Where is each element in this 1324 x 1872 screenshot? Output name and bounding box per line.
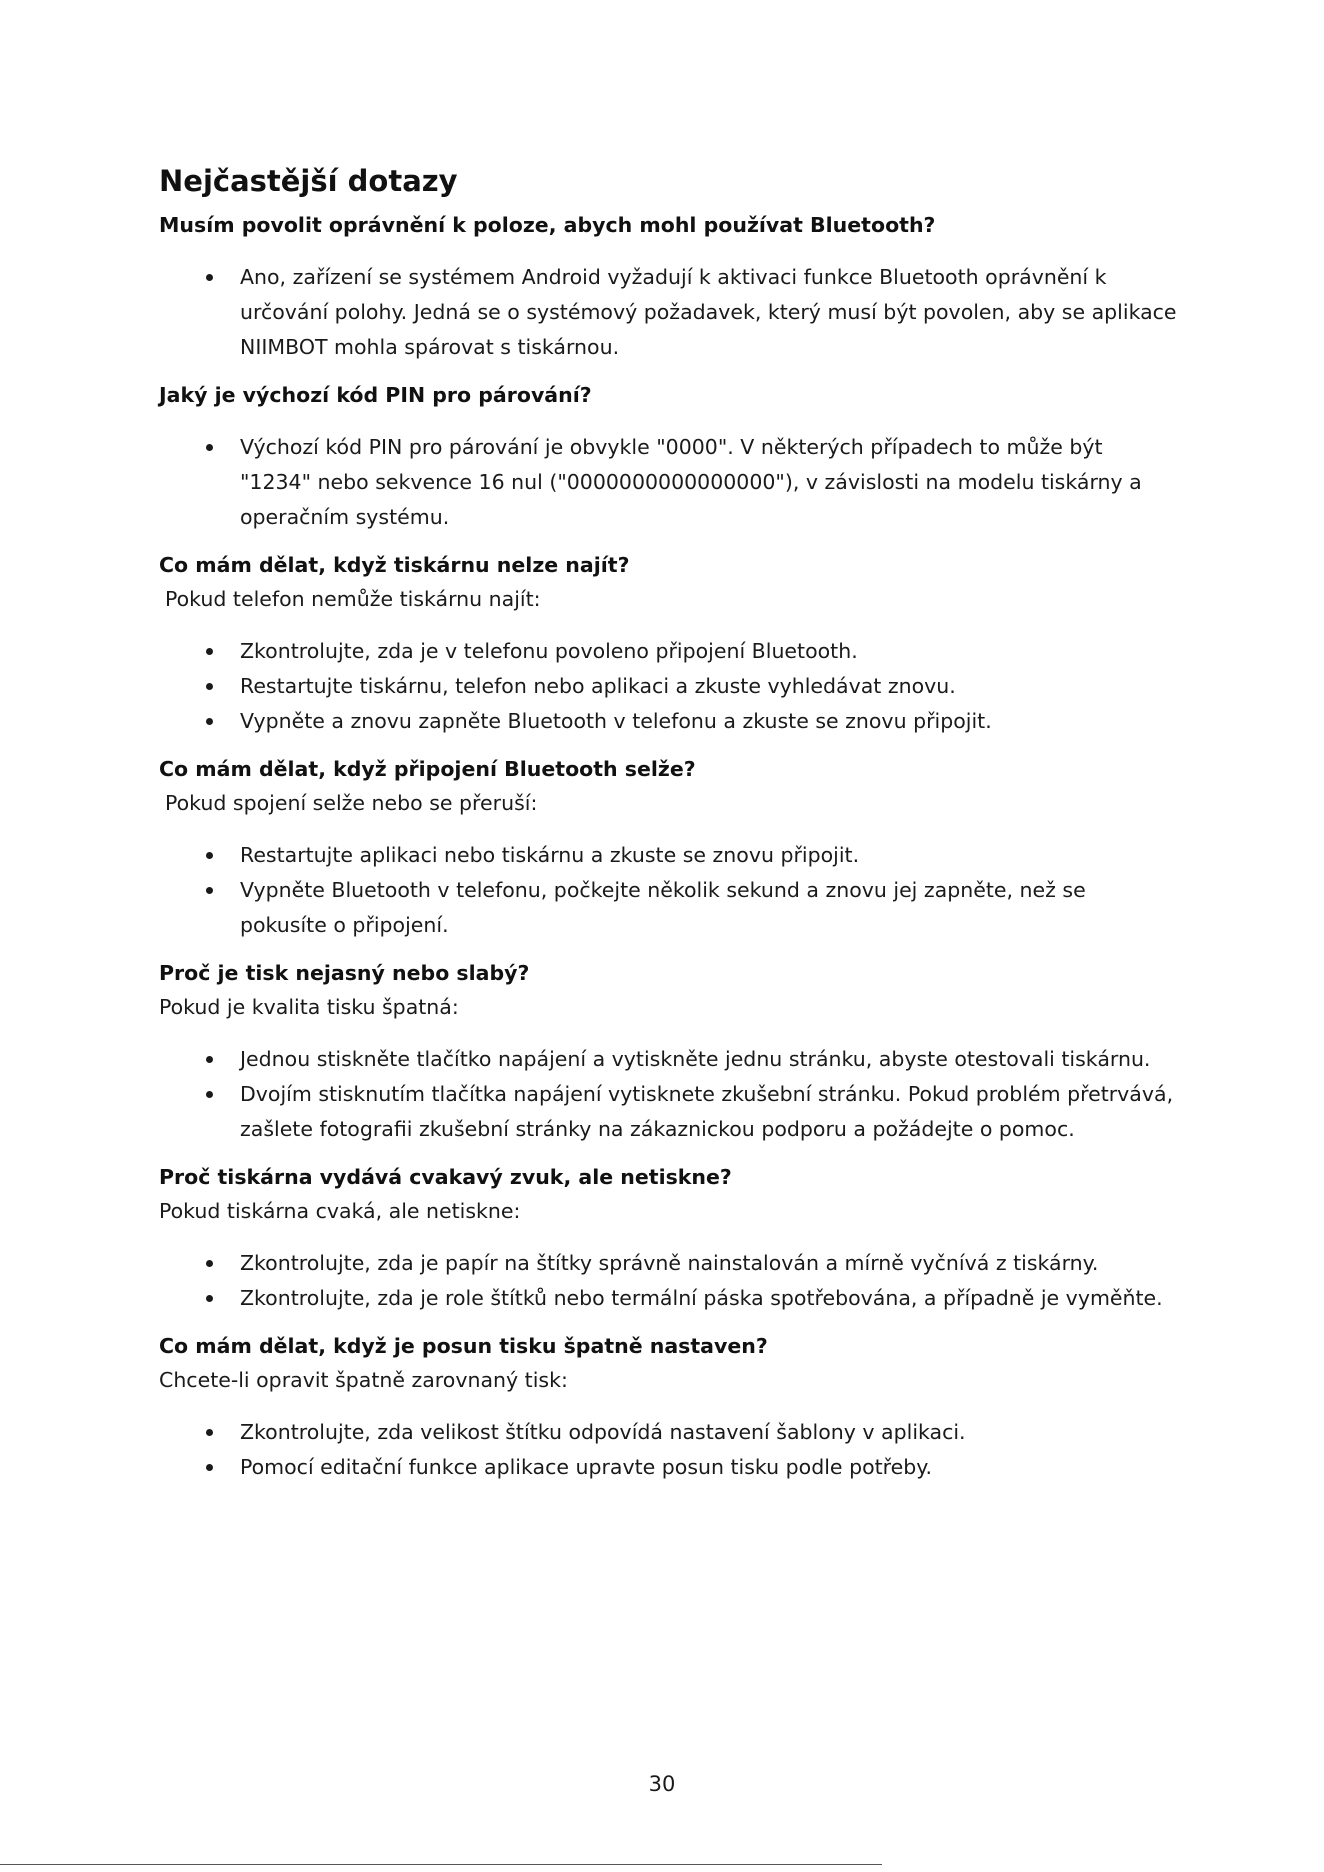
faq-item bbox=[159, 752, 1179, 943]
list-item bbox=[159, 669, 1179, 704]
list-item-text: Restartujte tiskárnu, telefon nebo aplikaci a zkuste vyhledávat znovu. bbox=[240, 674, 956, 698]
bullet-list bbox=[159, 1042, 1179, 1147]
faq-item bbox=[159, 956, 1179, 1147]
list-item bbox=[159, 704, 1179, 739]
faq-question: Musím povolit oprávnění k poloze, abych mohl používat Bluetooth? bbox=[159, 213, 936, 237]
list-item-text: Zkontrolujte, zda velikost štítku odpovídá nastavení šablony v aplikaci. bbox=[240, 1420, 966, 1444]
bullet-list bbox=[159, 634, 1179, 739]
faq-item bbox=[159, 1160, 1179, 1316]
list-item bbox=[159, 430, 1179, 535]
page-content bbox=[159, 162, 1179, 1498]
faq-question: Proč tiskárna vydává cvakavý zvuk, ale netiskne? bbox=[159, 1165, 732, 1189]
faq-intro: Pokud telefon nemůže tiskárnu najít: bbox=[165, 587, 541, 611]
faq-question: Co mám dělat, když připojení Bluetooth selže? bbox=[159, 757, 696, 781]
bullet-icon bbox=[206, 1091, 213, 1098]
bullet-icon bbox=[206, 718, 213, 725]
list-item-text: Zkontrolujte, zda je v telefonu povoleno připojení Bluetooth. bbox=[240, 639, 858, 663]
faq-question: Jaký je výchozí kód PIN pro párování? bbox=[159, 383, 592, 407]
list-item bbox=[159, 1042, 1179, 1077]
list-item bbox=[159, 634, 1179, 669]
faq-question: Proč je tisk nejasný nebo slabý? bbox=[159, 961, 530, 985]
bullet-list bbox=[159, 1415, 1179, 1485]
bullet-icon bbox=[206, 852, 213, 859]
list-item bbox=[159, 1246, 1179, 1281]
list-item bbox=[159, 873, 1179, 943]
faq-intro: Pokud spojení selže nebo se přeruší: bbox=[165, 791, 538, 815]
list-item-text: Vypněte a znovu zapněte Bluetooth v telefonu a zkuste se znovu připojit. bbox=[240, 709, 992, 733]
list-item-text: Zkontrolujte, zda je papír na štítky správně nainstalován a mírně vyčnívá z tiskárny. bbox=[240, 1251, 1099, 1275]
bullet-list bbox=[159, 430, 1179, 535]
bullet-icon bbox=[206, 1056, 213, 1063]
bullet-icon bbox=[206, 1429, 213, 1436]
faq-item bbox=[159, 1329, 1179, 1485]
list-item-text: Zkontrolujte, zda je role štítků nebo termální páska spotřebována, a případně je vyměňte. bbox=[240, 1286, 1163, 1310]
list-item-text: Vypněte Bluetooth v telefonu, počkejte několik sekund a znovu jej zapněte, než se pokusíte o připojení. bbox=[240, 878, 1086, 937]
faq-item bbox=[159, 208, 1179, 365]
list-item bbox=[159, 1450, 1179, 1485]
list-item bbox=[159, 260, 1179, 365]
list-item bbox=[159, 1281, 1179, 1316]
bullet-icon bbox=[206, 1295, 213, 1302]
list-item bbox=[159, 1415, 1179, 1450]
list-item-text: Restartujte aplikaci nebo tiskárnu a zkuste se znovu připojit. bbox=[240, 843, 860, 867]
faq-item bbox=[159, 378, 1179, 535]
list-item-text: Dvojím stisknutím tlačítka napájení vytisknete zkušební stránku. Pokud problém přetrvává, zašlete fotografii zkušební stránky na zákaznickou podporu a požádejte o pomoc. bbox=[240, 1082, 1174, 1141]
faq-intro: Chcete-li opravit špatně zarovnaný tisk: bbox=[159, 1368, 568, 1392]
footer-divider bbox=[0, 1864, 882, 1865]
list-item bbox=[159, 838, 1179, 873]
list-item-text: Výchozí kód PIN pro párování je obvykle "0000". V některých případech to může být "1234" nebo sekvence 16 nul ("0000000000000000"), v závislosti na modelu tiskárny a operačním systému. bbox=[240, 435, 1142, 529]
list-item-text: Jednou stiskněte tlačítko napájení a vytiskněte jednu stránku, abyste otestovali tiskárnu. bbox=[240, 1047, 1151, 1071]
page-title: Nejčastější dotazy bbox=[159, 164, 458, 198]
bullet-list bbox=[159, 1246, 1179, 1316]
bullet-icon bbox=[206, 444, 213, 451]
list-item bbox=[159, 1077, 1179, 1147]
bullet-icon bbox=[206, 1464, 213, 1471]
bullet-icon bbox=[206, 274, 213, 281]
page-number: 30 bbox=[648, 1772, 676, 1796]
bullet-list bbox=[159, 838, 1179, 943]
faq-intro: Pokud tiskárna cvaká, ale netiskne: bbox=[159, 1199, 521, 1223]
bullet-icon bbox=[206, 1260, 213, 1267]
faq-item bbox=[159, 548, 1179, 739]
faq-question: Co mám dělat, když je posun tisku špatně nastaven? bbox=[159, 1334, 768, 1358]
bullet-icon bbox=[206, 648, 213, 655]
faq-question: Co mám dělat, když tiskárnu nelze najít? bbox=[159, 553, 630, 577]
bullet-icon bbox=[206, 683, 213, 690]
bullet-list bbox=[159, 260, 1179, 365]
bullet-icon bbox=[206, 887, 213, 894]
list-item-text: Pomocí editační funkce aplikace upravte posun tisku podle potřeby. bbox=[240, 1455, 932, 1479]
list-item-text: Ano, zařízení se systémem Android vyžadují k aktivaci funkce Bluetooth oprávnění k určování polohy. Jedná se o systémový požadavek, který musí být povolen, aby se aplikace NIIMBOT mohla spárovat s tiskárnou. bbox=[240, 265, 1177, 359]
faq-intro: Pokud je kvalita tisku špatná: bbox=[159, 995, 459, 1019]
